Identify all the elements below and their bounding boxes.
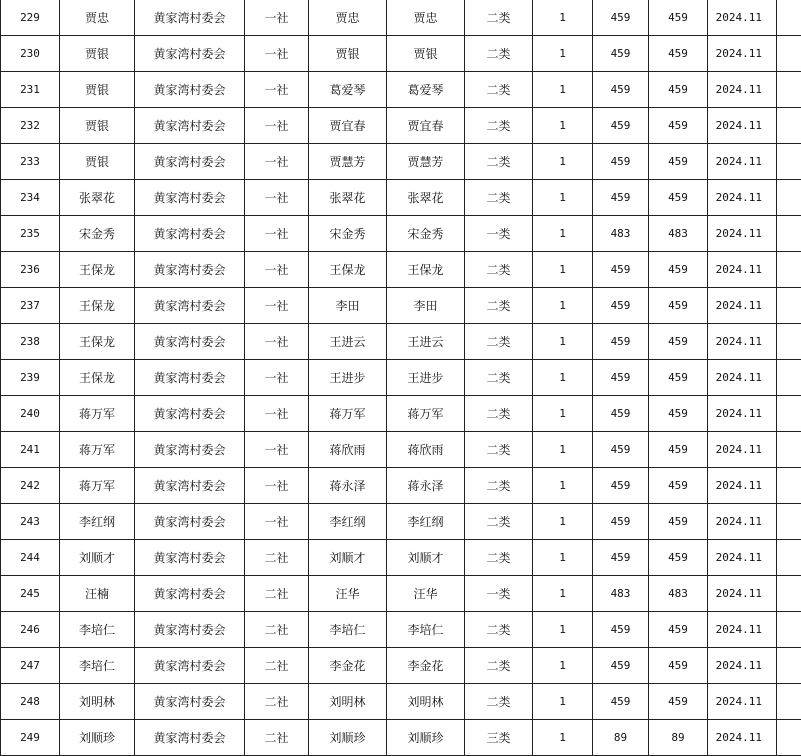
cell-count: 1 (533, 720, 593, 756)
cell-standard-amount: 459 (593, 432, 649, 468)
cell-paid-amount: 459 (649, 72, 708, 108)
cell-standard-amount: 459 (593, 684, 649, 720)
cell-member-name: 刘顺珍 (309, 720, 387, 756)
cell-paid-amount: 459 (649, 648, 708, 684)
cell-category: 二类 (465, 360, 533, 396)
cell-index: 245 (1, 576, 60, 612)
cell-group: 二社 (245, 684, 309, 720)
table-row (1, 504, 801, 540)
cell-month: 2024.11 (708, 468, 777, 504)
cell-paid-amount: 483 (649, 576, 708, 612)
cell-month: 2024.11 (708, 396, 777, 432)
cell-category: 二类 (465, 252, 533, 288)
table-row (1, 36, 801, 72)
table-row (1, 0, 801, 36)
cell-household-head: 张翠花 (60, 180, 135, 216)
cell-village-committee: 黄家湾村委会 (135, 504, 245, 540)
cell-standard-amount: 459 (593, 144, 649, 180)
cell-index: 237 (1, 288, 60, 324)
cell-recipient-name: 贾慧芳 (387, 144, 465, 180)
cell-member-name: 贾忠 (309, 0, 387, 36)
cell-month: 2024.11 (708, 144, 777, 180)
cell-group: 一社 (245, 216, 309, 252)
cell-household-head: 贾银 (60, 72, 135, 108)
cell-village-committee: 黄家湾村委会 (135, 612, 245, 648)
cell-member-name: 刘明林 (309, 684, 387, 720)
cell-category: 二类 (465, 396, 533, 432)
cell-standard-amount: 459 (593, 360, 649, 396)
cell-index: 242 (1, 468, 60, 504)
table-row (1, 180, 801, 216)
cell-index: 240 (1, 396, 60, 432)
cell-group: 一社 (245, 252, 309, 288)
cell-index: 231 (1, 72, 60, 108)
cell-group: 一社 (245, 468, 309, 504)
cell-recipient-name: 汪华 (387, 576, 465, 612)
cell-count: 1 (533, 0, 593, 36)
cell-month: 2024.11 (708, 0, 777, 36)
cell-count: 1 (533, 288, 593, 324)
cell-category: 二类 (465, 108, 533, 144)
cell-category: 二类 (465, 144, 533, 180)
cell-recipient-name: 刘顺珍 (387, 720, 465, 756)
cell-count: 1 (533, 396, 593, 432)
cell-village-committee: 黄家湾村委会 (135, 540, 245, 576)
table-row (1, 360, 801, 396)
cell-index: 249 (1, 720, 60, 756)
cell-recipient-name: 宋金秀 (387, 216, 465, 252)
cell-month: 2024.11 (708, 720, 777, 756)
cell-household-head: 宋金秀 (60, 216, 135, 252)
cell-remark (777, 720, 801, 756)
cell-household-head: 王保龙 (60, 288, 135, 324)
cell-month: 2024.11 (708, 612, 777, 648)
cell-standard-amount: 459 (593, 108, 649, 144)
cell-month: 2024.11 (708, 36, 777, 72)
cell-paid-amount: 459 (649, 540, 708, 576)
cell-household-head: 刘顺才 (60, 540, 135, 576)
table-row (1, 72, 801, 108)
cell-member-name: 蒋欣雨 (309, 432, 387, 468)
cell-household-head: 李培仁 (60, 612, 135, 648)
cell-category: 一类 (465, 216, 533, 252)
cell-remark (777, 432, 801, 468)
cell-village-committee: 黄家湾村委会 (135, 576, 245, 612)
cell-recipient-name: 李田 (387, 288, 465, 324)
cell-paid-amount: 459 (649, 252, 708, 288)
cell-index: 247 (1, 648, 60, 684)
cell-remark (777, 360, 801, 396)
cell-household-head: 王保龙 (60, 324, 135, 360)
cell-group: 一社 (245, 36, 309, 72)
cell-household-head: 刘顺珍 (60, 720, 135, 756)
cell-member-name: 李金花 (309, 648, 387, 684)
cell-standard-amount: 483 (593, 216, 649, 252)
cell-household-head: 蒋万军 (60, 396, 135, 432)
cell-index: 239 (1, 360, 60, 396)
cell-count: 1 (533, 432, 593, 468)
cell-count: 1 (533, 180, 593, 216)
cell-index: 230 (1, 36, 60, 72)
cell-household-head: 贾银 (60, 108, 135, 144)
cell-remark (777, 108, 801, 144)
cell-village-committee: 黄家湾村委会 (135, 432, 245, 468)
cell-standard-amount: 89 (593, 720, 649, 756)
cell-remark (777, 540, 801, 576)
cell-category: 二类 (465, 504, 533, 540)
cell-category: 二类 (465, 684, 533, 720)
cell-category: 二类 (465, 540, 533, 576)
cell-group: 二社 (245, 648, 309, 684)
table-row (1, 432, 801, 468)
table-row (1, 144, 801, 180)
cell-household-head: 李培仁 (60, 648, 135, 684)
table-row (1, 648, 801, 684)
cell-village-committee: 黄家湾村委会 (135, 360, 245, 396)
cell-category: 二类 (465, 0, 533, 36)
cell-village-committee: 黄家湾村委会 (135, 180, 245, 216)
cell-paid-amount: 459 (649, 180, 708, 216)
cell-recipient-name: 王进云 (387, 324, 465, 360)
cell-month: 2024.11 (708, 576, 777, 612)
cell-count: 1 (533, 540, 593, 576)
cell-group: 一社 (245, 144, 309, 180)
cell-recipient-name: 王保龙 (387, 252, 465, 288)
cell-household-head: 李红纲 (60, 504, 135, 540)
cell-remark (777, 504, 801, 540)
cell-recipient-name: 贾宜春 (387, 108, 465, 144)
cell-recipient-name: 李红纲 (387, 504, 465, 540)
cell-group: 一社 (245, 0, 309, 36)
cell-index: 244 (1, 540, 60, 576)
table-row (1, 468, 801, 504)
cell-paid-amount: 459 (649, 360, 708, 396)
table-row (1, 684, 801, 720)
table-row (1, 252, 801, 288)
cell-household-head: 王保龙 (60, 360, 135, 396)
cell-group: 一社 (245, 360, 309, 396)
cell-village-committee: 黄家湾村委会 (135, 288, 245, 324)
cell-village-committee: 黄家湾村委会 (135, 108, 245, 144)
cell-month: 2024.11 (708, 432, 777, 468)
cell-count: 1 (533, 504, 593, 540)
cell-group: 二社 (245, 576, 309, 612)
cell-count: 1 (533, 324, 593, 360)
cell-category: 二类 (465, 72, 533, 108)
cell-recipient-name: 贾忠 (387, 0, 465, 36)
cell-standard-amount: 459 (593, 504, 649, 540)
cell-member-name: 蒋永泽 (309, 468, 387, 504)
cell-household-head: 王保龙 (60, 252, 135, 288)
table-row (1, 108, 801, 144)
cell-village-committee: 黄家湾村委会 (135, 144, 245, 180)
cell-recipient-name: 刘顺才 (387, 540, 465, 576)
cell-month: 2024.11 (708, 504, 777, 540)
cell-household-head: 刘明林 (60, 684, 135, 720)
cell-count: 1 (533, 36, 593, 72)
cell-remark (777, 396, 801, 432)
cell-recipient-name: 葛爱琴 (387, 72, 465, 108)
cell-category: 三类 (465, 720, 533, 756)
cell-village-committee: 黄家湾村委会 (135, 252, 245, 288)
cell-standard-amount: 459 (593, 540, 649, 576)
cell-paid-amount: 459 (649, 36, 708, 72)
cell-month: 2024.11 (708, 684, 777, 720)
cell-member-name: 蒋万军 (309, 396, 387, 432)
cell-recipient-name: 蒋欣雨 (387, 432, 465, 468)
cell-member-name: 李培仁 (309, 612, 387, 648)
cell-paid-amount: 459 (649, 288, 708, 324)
cell-recipient-name: 贾银 (387, 36, 465, 72)
cell-group: 一社 (245, 72, 309, 108)
cell-index: 234 (1, 180, 60, 216)
cell-index: 243 (1, 504, 60, 540)
cell-count: 1 (533, 216, 593, 252)
cell-count: 1 (533, 360, 593, 396)
cell-count: 1 (533, 108, 593, 144)
cell-village-committee: 黄家湾村委会 (135, 72, 245, 108)
cell-paid-amount: 459 (649, 0, 708, 36)
cell-paid-amount: 459 (649, 612, 708, 648)
cell-paid-amount: 459 (649, 108, 708, 144)
cell-recipient-name: 李金花 (387, 648, 465, 684)
cell-village-committee: 黄家湾村委会 (135, 720, 245, 756)
cell-village-committee: 黄家湾村委会 (135, 396, 245, 432)
cell-paid-amount: 459 (649, 432, 708, 468)
cell-member-name: 王保龙 (309, 252, 387, 288)
cell-month: 2024.11 (708, 648, 777, 684)
cell-category: 二类 (465, 180, 533, 216)
cell-group: 一社 (245, 108, 309, 144)
cell-standard-amount: 483 (593, 576, 649, 612)
cell-remark (777, 612, 801, 648)
cell-village-committee: 黄家湾村委会 (135, 36, 245, 72)
cell-paid-amount: 459 (649, 324, 708, 360)
cell-remark (777, 468, 801, 504)
cell-paid-amount: 483 (649, 216, 708, 252)
cell-index: 236 (1, 252, 60, 288)
cell-household-head: 贾忠 (60, 0, 135, 36)
cell-member-name: 葛爱琴 (309, 72, 387, 108)
cell-group: 一社 (245, 396, 309, 432)
cell-standard-amount: 459 (593, 36, 649, 72)
table-row (1, 324, 801, 360)
cell-village-committee: 黄家湾村委会 (135, 216, 245, 252)
cell-index: 233 (1, 144, 60, 180)
cell-remark (777, 252, 801, 288)
cell-standard-amount: 459 (593, 180, 649, 216)
cell-group: 一社 (245, 504, 309, 540)
cell-category: 二类 (465, 612, 533, 648)
cell-remark (777, 144, 801, 180)
cell-index: 246 (1, 612, 60, 648)
cell-paid-amount: 459 (649, 144, 708, 180)
cell-category: 二类 (465, 324, 533, 360)
cell-month: 2024.11 (708, 252, 777, 288)
cell-recipient-name: 李培仁 (387, 612, 465, 648)
cell-recipient-name: 刘明林 (387, 684, 465, 720)
cell-count: 1 (533, 144, 593, 180)
cell-group: 一社 (245, 324, 309, 360)
cell-paid-amount: 459 (649, 468, 708, 504)
cell-group: 一社 (245, 288, 309, 324)
cell-household-head: 蒋万军 (60, 468, 135, 504)
cell-standard-amount: 459 (593, 648, 649, 684)
cell-recipient-name: 蒋万军 (387, 396, 465, 432)
cell-standard-amount: 459 (593, 252, 649, 288)
cell-member-name: 张翠花 (309, 180, 387, 216)
cell-index: 238 (1, 324, 60, 360)
cell-group: 一社 (245, 180, 309, 216)
cell-index: 232 (1, 108, 60, 144)
cell-remark (777, 324, 801, 360)
cell-count: 1 (533, 468, 593, 504)
cell-member-name: 李红纲 (309, 504, 387, 540)
cell-village-committee: 黄家湾村委会 (135, 684, 245, 720)
cell-category: 二类 (465, 36, 533, 72)
cell-member-name: 贾银 (309, 36, 387, 72)
cell-count: 1 (533, 252, 593, 288)
cell-index: 229 (1, 0, 60, 36)
cell-recipient-name: 张翠花 (387, 180, 465, 216)
table-row (1, 612, 801, 648)
cell-month: 2024.11 (708, 540, 777, 576)
cell-group: 二社 (245, 540, 309, 576)
cell-recipient-name: 王进步 (387, 360, 465, 396)
cell-household-head: 蒋万军 (60, 432, 135, 468)
cell-category: 一类 (465, 576, 533, 612)
cell-household-head: 汪楠 (60, 576, 135, 612)
cell-remark (777, 216, 801, 252)
cell-standard-amount: 459 (593, 612, 649, 648)
table-row (1, 720, 801, 756)
cell-standard-amount: 459 (593, 72, 649, 108)
cell-member-name: 贾宜春 (309, 108, 387, 144)
cell-group: 一社 (245, 432, 309, 468)
cell-month: 2024.11 (708, 108, 777, 144)
cell-village-committee: 黄家湾村委会 (135, 648, 245, 684)
table-row (1, 288, 801, 324)
cell-household-head: 贾银 (60, 36, 135, 72)
cell-member-name: 宋金秀 (309, 216, 387, 252)
cell-remark (777, 72, 801, 108)
cell-category: 二类 (465, 432, 533, 468)
cell-member-name: 王进步 (309, 360, 387, 396)
cell-member-name: 汪华 (309, 576, 387, 612)
table-row (1, 540, 801, 576)
cell-paid-amount: 89 (649, 720, 708, 756)
cell-index: 235 (1, 216, 60, 252)
cell-village-committee: 黄家湾村委会 (135, 0, 245, 36)
cell-index: 241 (1, 432, 60, 468)
cell-paid-amount: 459 (649, 684, 708, 720)
cell-remark (777, 180, 801, 216)
cell-month: 2024.11 (708, 180, 777, 216)
cell-standard-amount: 459 (593, 324, 649, 360)
cell-member-name: 贾慧芳 (309, 144, 387, 180)
cell-remark (777, 0, 801, 36)
cell-count: 1 (533, 612, 593, 648)
cell-count: 1 (533, 576, 593, 612)
cell-remark (777, 36, 801, 72)
cell-remark (777, 288, 801, 324)
cell-month: 2024.11 (708, 360, 777, 396)
cell-standard-amount: 459 (593, 396, 649, 432)
cell-count: 1 (533, 684, 593, 720)
cell-month: 2024.11 (708, 72, 777, 108)
cell-category: 二类 (465, 288, 533, 324)
cell-member-name: 刘顺才 (309, 540, 387, 576)
cell-group: 二社 (245, 720, 309, 756)
cell-remark (777, 684, 801, 720)
cell-village-committee: 黄家湾村委会 (135, 468, 245, 504)
cell-category: 二类 (465, 648, 533, 684)
cell-household-head: 贾银 (60, 144, 135, 180)
cell-month: 2024.11 (708, 288, 777, 324)
cell-standard-amount: 459 (593, 288, 649, 324)
table-row (1, 216, 801, 252)
cell-month: 2024.11 (708, 216, 777, 252)
cell-count: 1 (533, 648, 593, 684)
table-row (1, 396, 801, 432)
cell-paid-amount: 459 (649, 504, 708, 540)
cell-count: 1 (533, 72, 593, 108)
cell-index: 248 (1, 684, 60, 720)
cell-recipient-name: 蒋永泽 (387, 468, 465, 504)
cell-month: 2024.11 (708, 324, 777, 360)
cell-category: 二类 (465, 468, 533, 504)
cell-standard-amount: 459 (593, 0, 649, 36)
cell-remark (777, 648, 801, 684)
cell-standard-amount: 459 (593, 468, 649, 504)
cell-paid-amount: 459 (649, 396, 708, 432)
cell-remark (777, 576, 801, 612)
table-body (1, 0, 801, 756)
table-row (1, 576, 801, 612)
cell-village-committee: 黄家湾村委会 (135, 324, 245, 360)
cell-member-name: 王进云 (309, 324, 387, 360)
cell-group: 二社 (245, 612, 309, 648)
cell-member-name: 李田 (309, 288, 387, 324)
